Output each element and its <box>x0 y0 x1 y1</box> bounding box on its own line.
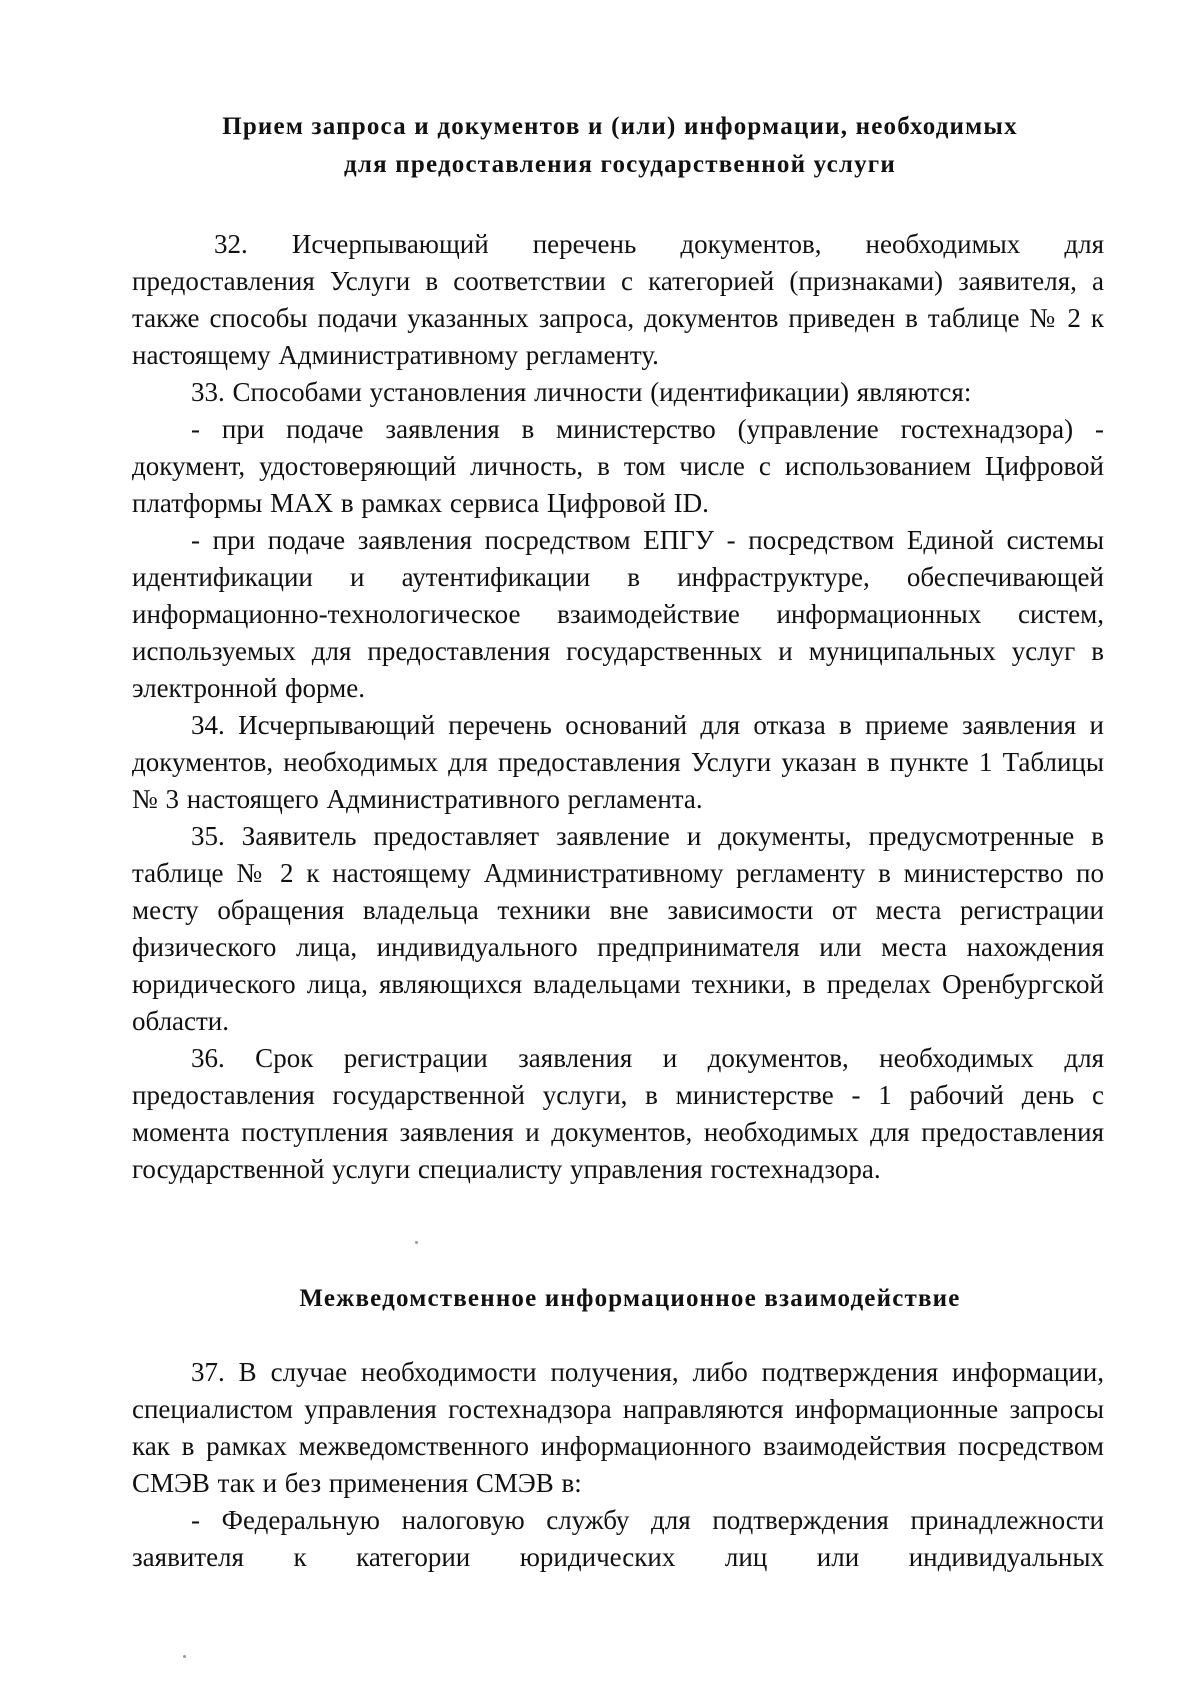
section-heading-interagency-interaction: Межведомственное информационное взаимодействие <box>299 1285 961 1312</box>
paragraph-33-item-ministry: - при подаче заявления в министерство (управление гостехнадзора) - документ, удостоверяющий личность, в том числе с использованием Цифровой платформы MAX в рамках сервиса Цифровой ID. <box>132 414 1104 518</box>
paragraph-37: 37. В случае необходимости получения, либо подтверждения информации, специалистом управления гостехнадзора направляются информационные запросы как в рамках межведомственного информационного взаимодействия посредством СМЭВ так и без применения СМЭВ в: <box>132 1357 1104 1498</box>
section-heading-document-acceptance <box>120 108 1120 184</box>
scan-speck <box>183 1655 186 1658</box>
paragraph-32: 32. Исчерпывающий перечень документов, необходимых для предоставления Услуги в соответствии с категорией (признаками) заявителя, а также способы подачи указанных запроса, документов приведен в таблице № 2 к настоящему Административному регламенту. <box>132 229 1104 370</box>
scan-speck <box>415 1241 418 1244</box>
section-body-document-acceptance <box>132 226 1104 1188</box>
section-heading-line: Прием запроса и документов и (или) информации, необходимых <box>222 113 1018 140</box>
section-heading-line: для предоставления государственной услуги <box>344 151 896 178</box>
paragraph-37-item-tax-service: - Федеральную налоговую службу для подтверждения принадлежности заявителя к категории юридических лиц или индивидуальных <box>132 1505 1104 1572</box>
section-body-interagency-interaction <box>132 1354 1104 1576</box>
paragraph-35: 35. Заявитель предоставляет заявление и документы, предусмотренные в таблице № 2 к настоящему Административному регламенту в министерство по месту обращения владельца техники вне зависимости от места регистрации физического лица, индивидуального предпринимателя или места нахождения юридического лица, являющихся владельцами техники, в пределах Оренбургской области. <box>132 821 1104 1036</box>
paragraph-33-item-epgu: - при подаче заявления посредством ЕПГУ - посредством Единой системы идентификации и аутентификации в инфраструктуре, обеспечивающей информационно-технологическое взаимодействие информационных систем, используемых для предоставления государственных и муниципальных услуг в электронной форме. <box>132 525 1104 703</box>
paragraph-33: 33. Способами установления личности (идентификации) являются: <box>191 377 972 407</box>
paragraph-36: 36. Срок регистрации заявления и документов, необходимых для предоставления государственной услуги, в министерстве - 1 рабочий день с момента поступления заявления и документов, необходимых для предоставления государственной услуги специалисту управления гостехнадзора. <box>132 1043 1104 1184</box>
paragraph-34: 34. Исчерпывающий перечень оснований для отказа в приеме заявления и документов, необходимых для предоставления Услуги указан в пункте 1 Таблицы № 3 настоящего Административного регламента. <box>132 710 1104 814</box>
